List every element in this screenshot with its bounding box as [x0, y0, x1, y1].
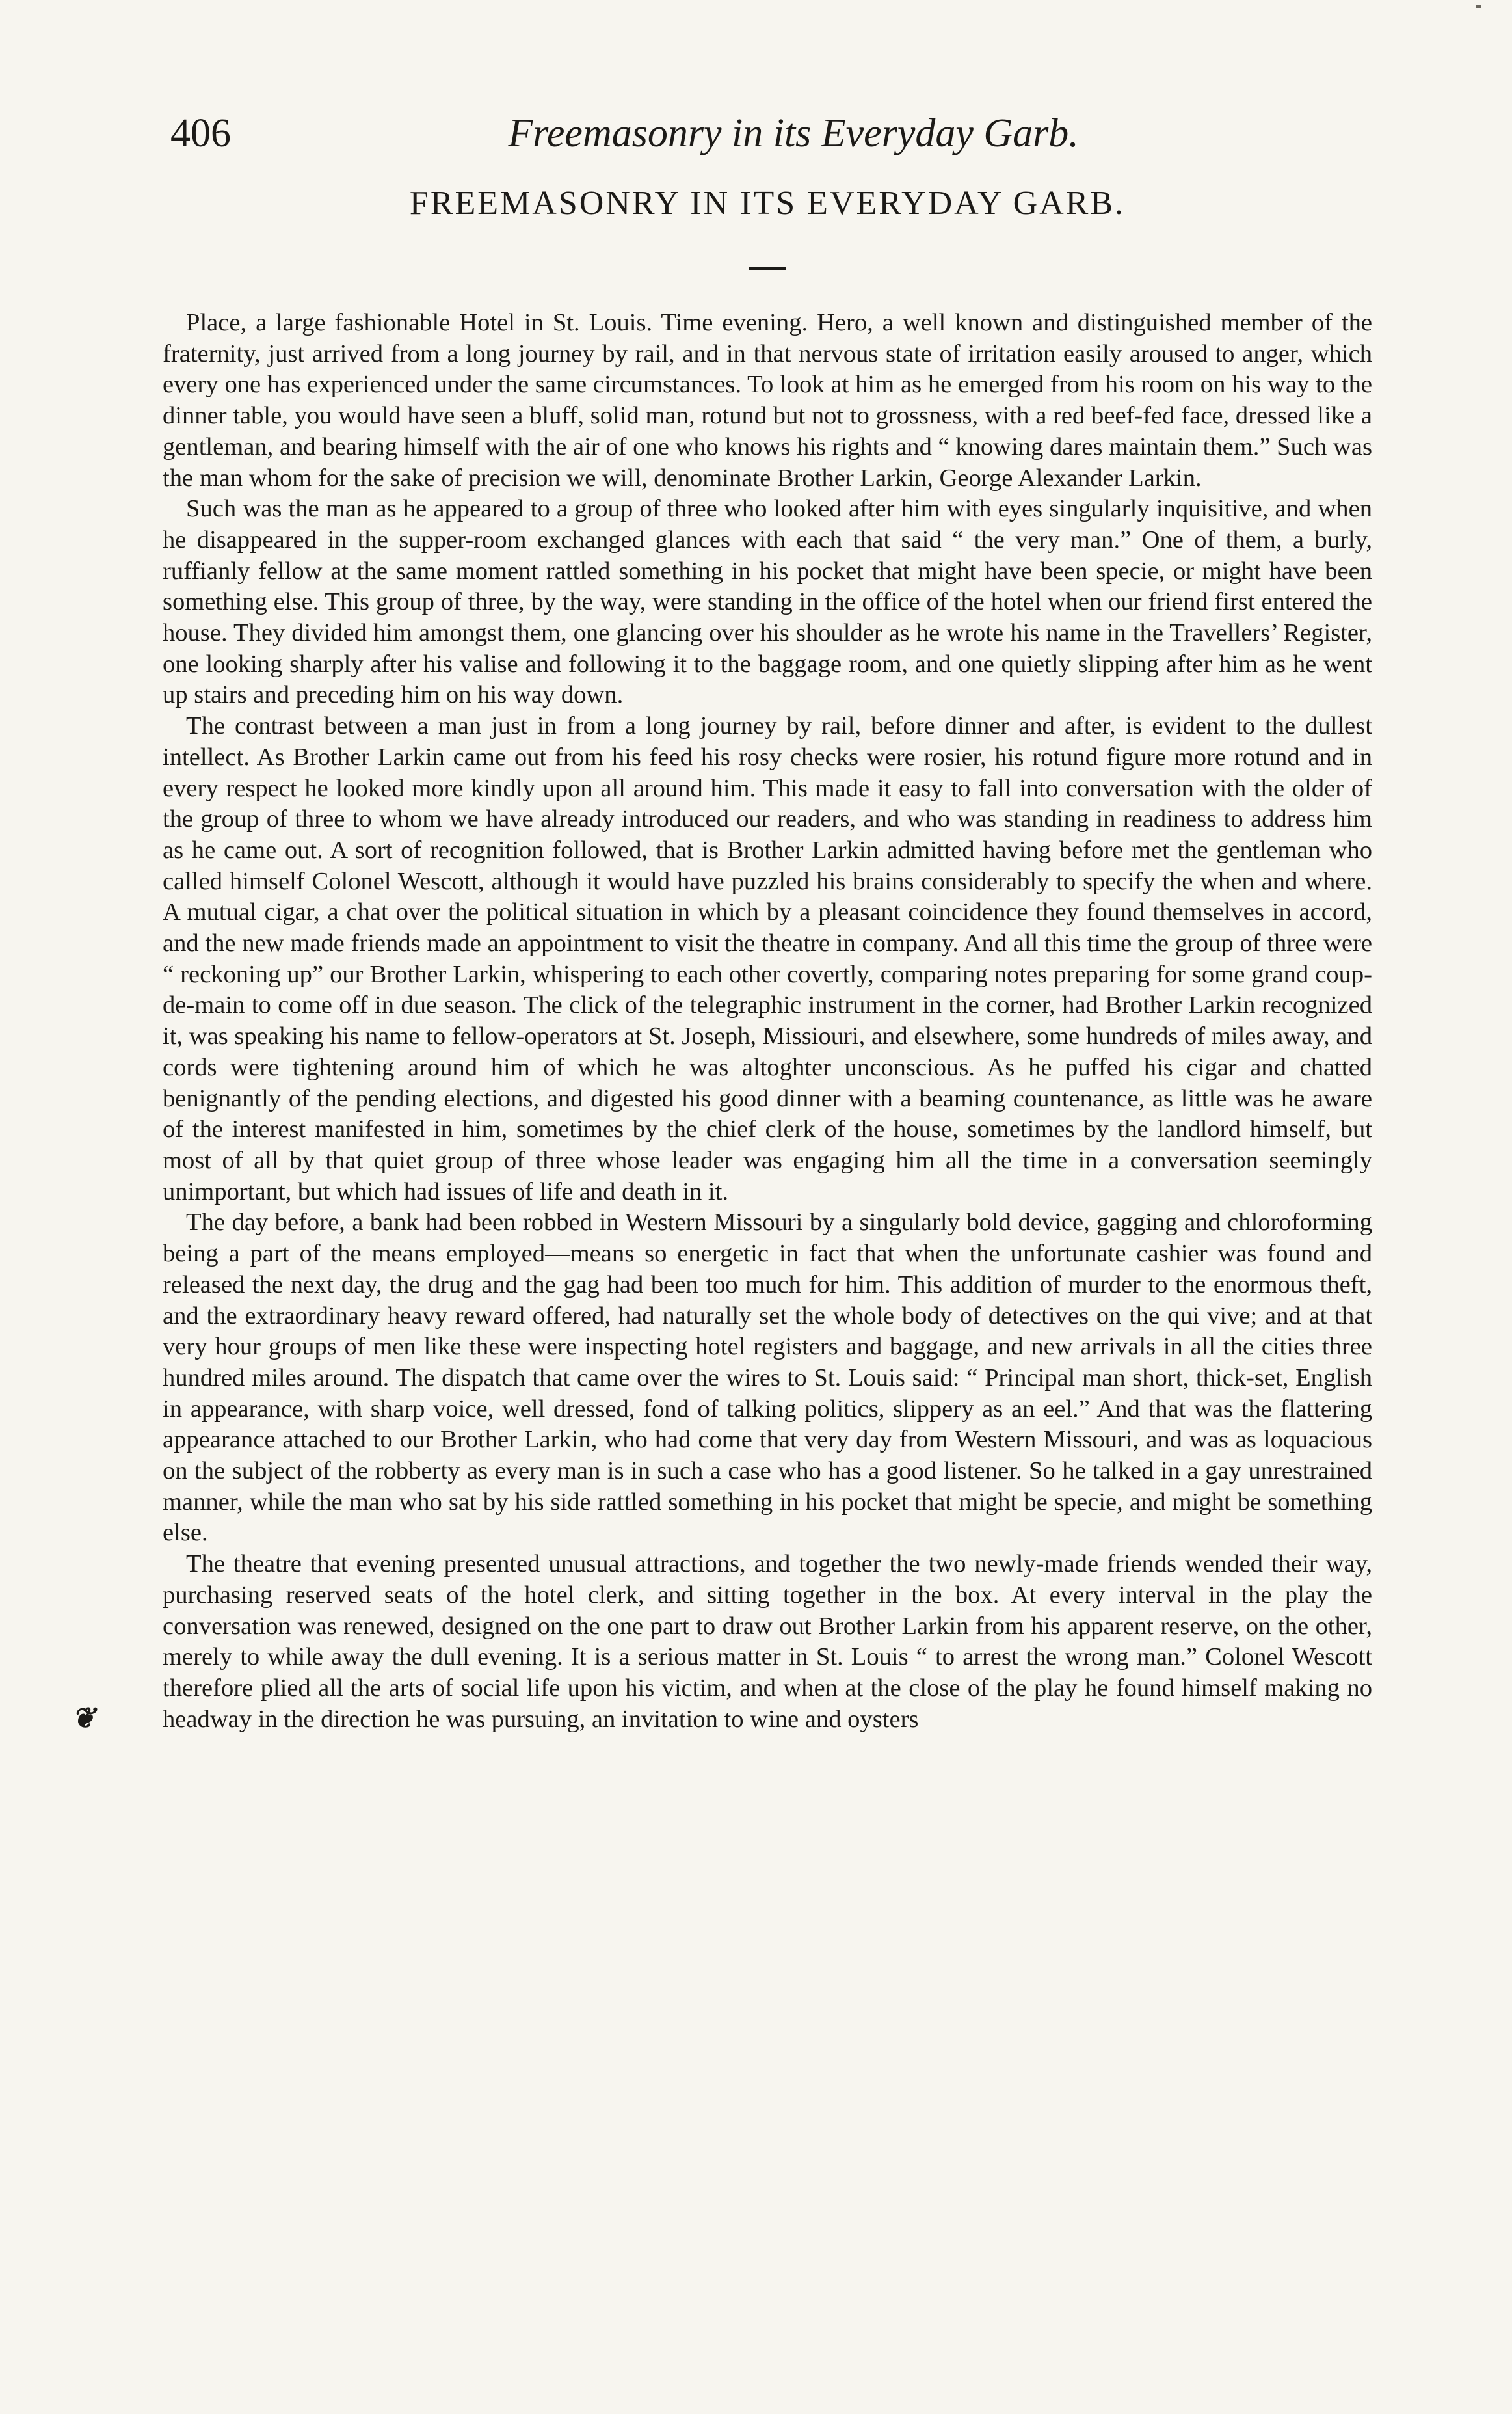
margin-ornament: ❦ — [72, 1702, 96, 1734]
corner-speck — [1476, 5, 1481, 8]
paragraph-2: Such was the man as he appeared to a group of three who looked after him with eyes singularly inquisitive, and when he disappeared in the supper-room exchanged glances with each that said “ the very man.” One of them, a burly, ruffianly fellow at the same moment rattled something in his pocket that might have been specie, or might have been something else. This group of three, by the way, were standing in the office of the hotel when our friend first entered the house. They divided him amongst them, one glancing over his shoulder as he wrote his name in the Travellers’ Register, one looking sharply after his valise and following it to the baggage room, and one quietly slipping after him as he went up stairs and preceding him on his way down. — [163, 495, 1372, 709]
paragraph-4: The day before, a bank had been robbed in Western Missouri by a singularly bold device, gagging and chloroforming being a part of the means employed—means so energetic in fact that when the unfortunate cashier was found and released the next day, the drug and the gag had been too much for him. This addition of murder to the enormous theft, and the extraordinary heavy reward offered, had naturally set the whole body of detectives on the qui vive; and at that very hour groups of men like these were inspecting hotel registers and baggage, and new arrivals in all the cities three hundred miles around. The dispatch that came over the wires to St. Louis said: “ Principal man short, thick-set, English in appearance, with sharp voice, well dressed, fond of talking politics, slippery as an eel.” And that was the flattering appearance attached to our Brother Larkin, who had come that very day from Western Missouri, and was as loquacious on the subject of the robberty as every man is in such a case who has a good listener. So he talked in a gay unrestrained manner, while the man who sat by his side rattled something in his pocket that might be specie, and might be something else. — [163, 1209, 1372, 1547]
paragraph-3: The contrast between a man just in from a long journey by rail, before dinner and after, is evident to the dullest intellect. As Brother Larkin came out from his feed his rosy checks were rosier, his rotund figure more rotund and in every respect he looked more kindly upon all around him. This made it easy to fall into conversation with the older of the group of three to whom we have already introduced our readers, and who was standing in readiness to address him as he came out. A sort of recognition followed, that is Brother Larkin admitted having before met the gentleman who called himself Colonel Wescott, although it would have puzzled his brains considerably to specify the when and where. A mutual cigar, a chat over the political situation in which by a pleasant coincidence they found themselves in accord, and the new made friends made an appointment to visit the theatre in company. And all this time the group of three were “ reckoning up” our Brother Larkin, whispering to each other covertly, comparing notes preparing for some grand coup-de-main to come off in due season. The click of the telegraphic instrument in the corner, had Brother Larkin recognized it, was speaking his name to fellow-operators at St. Joseph, Missiouri, and elsewhere, some hundreds of miles away, and cords were tightening around him of which he was altoghter unconscious. As he puffed his cigar and chatted benignantly of the pending elections, and digested his good dinner with a beaming countenance, as little was he aware of the interest manifested in him, sometimes by the chief clerk of the house, sometimes by the landlord himself, but most of all by that quiet group of three whose leader was engaging him all the time in a conversation seemingly unimportant, but which had issues of life and death in it. — [163, 712, 1372, 1205]
page-number: 406 — [170, 111, 231, 155]
article-title: FREEMASONRY IN ITS EVERYDAY GARB. — [409, 185, 1126, 222]
book-page — [163, 104, 1372, 1735]
paragraph-5: The theatre that evening presented unusual attractions, and together the two newly-made friends wended their way, purchasing reserved seats of the hotel clerk, and sitting together in the box. At every interval in the play the conversation was renewed, designed on the one part to draw out Brother Larkin from his apparent reserve, on the other, merely to while away the dull evening. It is a serious matter in St. Louis “ to arrest the wrong man.” Colonel Wescott therefore plied all the arts of social life upon his victim, and when at the close of the play he found himself making no headway in the direction he was pursuing, an invitation to wine and oysters — [163, 1550, 1372, 1733]
article-body — [163, 308, 1372, 1735]
paragraph-1: Place, a large fashionable Hotel in St. Louis. Time evening. Hero, a well known and distinguished member of the fraternity, just arrived from a long journey by rail, and in that nervous state of irritation easily aroused to anger, which every one has experienced under the same circumstances. To look at him as he emerged from his room on his way to the dinner table, you would have seen a bluff, solid man, rotund but not to grossness, with a red beef-fed face, dressed like a gentleman, and bearing himself with the air of one who knows his rights and “ knowing dares maintain them.” Such was the man whom for the sake of precision we will, denominate Brother Larkin, George Alexander Larkin. — [163, 309, 1372, 492]
running-title: Freemasonry in its Everyday Garb. — [508, 111, 1079, 155]
title-rule — [749, 267, 786, 270]
running-head — [163, 104, 1372, 176]
